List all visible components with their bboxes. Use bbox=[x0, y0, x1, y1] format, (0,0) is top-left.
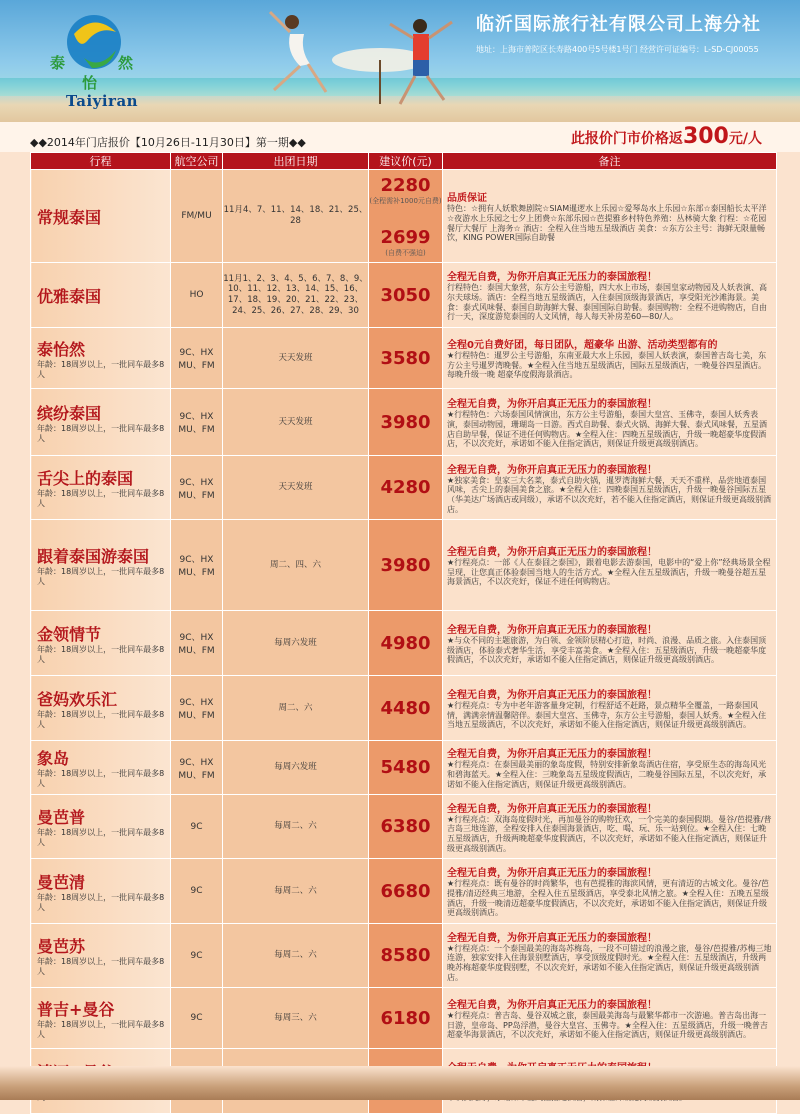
note-body: ★行程亮点：一部《人在泰囧之泰国》，跟着电影去游泰国，电影中的“爱上你”经典场景全程呈现，让您真正体验泰国当地人的生活方式。★全程入住五星级酒店，升级一晚曼谷超五星海景酒店，不以次充好，保证不进任何购物店。 bbox=[447, 557, 771, 587]
route-requirement: 年龄：18周岁以上，一批同车最多8人 bbox=[37, 359, 165, 379]
note-cell bbox=[443, 263, 777, 328]
price-value: 3980 bbox=[380, 411, 431, 433]
price-cell bbox=[369, 170, 443, 263]
price-value: 2280 bbox=[380, 174, 431, 196]
route-name[interactable]: 泰怡然 bbox=[37, 339, 86, 359]
header-banner bbox=[0, 0, 800, 122]
note-headline: 品质保证 bbox=[447, 193, 487, 204]
note-headline: 全程0元自费好团，每日团队，超豪华 出游、活动类型都有的 bbox=[447, 339, 718, 351]
route-requirement: 年龄：18周岁以上，一批同车最多8人 bbox=[37, 644, 165, 664]
route-name[interactable]: 常规泰国 bbox=[37, 207, 102, 227]
route-requirement: 年龄：18周岁以上，一批同车最多8人 bbox=[37, 423, 165, 443]
route-name[interactable]: 曼芭普 bbox=[37, 808, 86, 828]
note-body: ★行程亮点：双海岛度假时光，再加曼谷的购物狂欢，一个完美的泰国假期。曼谷/芭提雅/普吉岛三地连游，全程安排入住泰国海景酒店，吃、喝、玩、乐一站到位。★全程入住：七晚五星级酒店，升级两晚超豪华度假酒店，不以次充好，承诺如不能入住指定酒店，则保证升级更高级别酒店。 bbox=[447, 814, 772, 853]
table-row bbox=[31, 263, 777, 328]
rebate-suffix: 元/人 bbox=[728, 131, 762, 147]
logo-char-3: 然 bbox=[118, 54, 134, 72]
note-body: ★行程亮点：普吉岛、曼谷双城之旅，泰国最美海岛与最繁华都市一次游遍。普吉岛出海一日游，皇帝岛、PP岛浮潜，曼谷大皇宫、玉佛寺。★全程入住：五星级酒店，升级一晚普吉超豪华海景酒店，不以次充好，承诺如不能入住指定酒店，则保证升级更高级别酒店。 bbox=[447, 1010, 768, 1040]
note-headline: 全程无自费，为你开启真正无压力的泰国旅程！ bbox=[447, 749, 657, 761]
table-header-row bbox=[31, 153, 777, 170]
route-cell bbox=[31, 170, 171, 263]
note-cell bbox=[443, 328, 777, 389]
route-requirement: 年龄：18周岁以上，一批同车最多8人 bbox=[37, 892, 165, 912]
price-value: 5480 bbox=[380, 757, 431, 778]
price-cell bbox=[369, 456, 443, 520]
route-cell bbox=[31, 263, 171, 328]
price-cell bbox=[369, 795, 443, 859]
price-value: 3580 bbox=[380, 347, 431, 369]
note-headline: 全程无自费，为你开启真正无压力的泰国旅程！ bbox=[447, 803, 657, 815]
note-cell bbox=[443, 676, 777, 741]
price-cell bbox=[369, 389, 443, 456]
airline-cell: FM/MU bbox=[171, 170, 223, 263]
dates-cell: 周二、四、六 bbox=[223, 520, 369, 611]
rebate-label bbox=[571, 124, 762, 149]
note-headline: 全程无自费，为你开启真正无压力的泰国旅程！ bbox=[447, 464, 657, 476]
route-name[interactable]: 普吉+曼谷 bbox=[37, 999, 115, 1019]
price-value: 8580 bbox=[380, 945, 431, 966]
route-rows bbox=[31, 170, 777, 1114]
table-row bbox=[31, 520, 777, 611]
note-headline: 全程无自费，为你开启真正无压力的泰国旅程！ bbox=[447, 868, 657, 879]
price-value: 6380 bbox=[380, 816, 431, 837]
dates-cell: 周二、六 bbox=[223, 676, 369, 741]
note-body: 行程特色：泰国大象营，东方公主号游船，四大水上市场，泰国皇家动物园及人妖表演、高尔夫球场。酒店：全程当地五星级酒店，入住泰国顶级海景酒店，享受阳光沙滩海景。美食：泰式风味餐、泰国自助海鲜大餐、泰国国际自助餐。泰国购物：全程不进购物店，自由行一天，深度游览泰国的人文风情，每人每天补房差60—80/人。 bbox=[447, 283, 767, 322]
rebate-prefix: 此报价门市价格返 bbox=[570, 131, 683, 147]
note-body: ★行程亮点：在泰国最美丽的象岛度假，特别安排新象岛酒店住宿，享受原生态的海岛风光和碧海蓝天。★全程入住：三晚象岛五星级度假酒店，二晚曼谷国际五星，不以次充好，承诺如不能入住指定酒店，则保证升级更高级别酒店。 bbox=[447, 760, 767, 789]
note-headline: 全程无自费，为你开启真正无压力的泰国旅程！ bbox=[447, 932, 657, 944]
dates-cell: 每周二、六 bbox=[223, 859, 369, 924]
note-headline: 全程无自费，为你开启真正无压力的泰国旅程！ bbox=[447, 272, 657, 283]
dates-cell: 天天发班 bbox=[223, 328, 369, 389]
note-body: ★行程亮点：一个泰国最美的海岛苏梅岛，一段不可错过的浪漫之旅，曼谷/芭提雅/苏梅三地连游，独家安排入住海景别墅酒店，享受顶级度假时光。★全程入住：五星级酒店，升级两晚苏梅超豪华度假别墅，不以次充好，承诺如不能入住指定酒店，则保证升级更高级别酒店。 bbox=[447, 943, 772, 982]
airline-cell: 9C bbox=[171, 988, 223, 1049]
route-cell bbox=[31, 456, 171, 520]
logo-char-1: 泰 bbox=[50, 54, 66, 72]
route-cell bbox=[31, 859, 171, 924]
route-name[interactable]: 优雅泰国 bbox=[37, 286, 102, 306]
price-value: 4980 bbox=[380, 632, 431, 654]
col-dates: 出团日期 bbox=[223, 153, 369, 170]
route-cell bbox=[31, 924, 171, 988]
price-cell bbox=[369, 611, 443, 676]
price-cell bbox=[369, 520, 443, 611]
table-row bbox=[31, 170, 777, 263]
note-body: 特色：☆拥有人妖歌舞剧院☆SIAM暹逻水上乐园☆爱琴岛水上乐园☆东部☆泰国船长太平洋☆夜游水上乐园之七夕上团费☆东部乐园☆芭提雅乡村特色养殖：丛林骑大象 行程：☆花园餐厅大餐厅 上海务☆ 酒店：全程入住当地五星级酒店 美食：☆东方公主号：海鲜无限量畅饮，KING POWER国际自助餐 bbox=[447, 204, 767, 243]
route-name[interactable]: 曼芭苏 bbox=[37, 937, 86, 957]
airline-cell: 9C bbox=[171, 859, 223, 924]
note-headline: 全程无自费，为你开启真正无压力的泰国旅程！ bbox=[447, 624, 657, 636]
route-requirement: 年龄：18周岁以上，一批同车最多8人 bbox=[37, 828, 165, 847]
col-airline: 航空公司 bbox=[171, 153, 223, 170]
route-cell bbox=[31, 328, 171, 389]
route-name[interactable]: 爸妈欢乐汇 bbox=[37, 689, 118, 709]
beach-jumpers-illustration bbox=[230, 4, 460, 116]
dates-cell: 天天发班 bbox=[223, 456, 369, 520]
col-route: 行程 bbox=[31, 153, 171, 170]
price-cell bbox=[369, 859, 443, 924]
company-address: 地址：上海市普陀区长寿路400号5号楼1号门 经营许可证编号：L-SD-CJ00055 bbox=[476, 45, 759, 54]
route-cell bbox=[31, 611, 171, 676]
route-name[interactable]: 象岛 bbox=[37, 749, 70, 769]
dates-cell: 11月1、2、3、4、5、6、7、8、9、10、11、12、13、14、15、16、17、18、19、20、21、22、23、24、25、26、27、28、29、30 bbox=[223, 263, 369, 328]
dates-cell: 每周六发班 bbox=[223, 741, 369, 795]
note-cell bbox=[443, 741, 777, 795]
price-note: (全程需补1000元自费) bbox=[369, 196, 442, 205]
dates-cell: 每周三、六 bbox=[223, 988, 369, 1049]
route-cell bbox=[31, 520, 171, 611]
note-cell bbox=[443, 988, 777, 1049]
airline-cell: 9C、HX MU、FM bbox=[171, 389, 223, 456]
note-body: ★与众不同的主题旅游，为白领、金领阶层精心打造，时尚、浪漫、品质之旅。入住泰国顶级酒店，体验泰式奢华生活，享受丰富美食。★全程入住：五星级酒店，升级一晚超豪华度假酒店，不以次充好，承诺如不能入住指定酒店，则保证升级更高级别酒店。 bbox=[447, 635, 767, 665]
route-requirement: 年龄：18周岁以上，一批同车最多8人 bbox=[37, 1019, 165, 1039]
route-requirement: 年龄：18周岁以上，一批同车最多8人 bbox=[37, 566, 165, 586]
price-cell bbox=[369, 328, 443, 389]
table-row bbox=[31, 611, 777, 676]
note-cell bbox=[443, 859, 777, 924]
price-value: 2699 bbox=[380, 226, 431, 248]
airline-cell: 9C bbox=[171, 795, 223, 859]
airline-cell: 9C、HX MU、FM bbox=[171, 741, 223, 795]
col-price: 建议价(元) bbox=[369, 153, 443, 170]
airline-cell: 9C、HX MU、FM bbox=[171, 328, 223, 389]
route-name[interactable]: 缤纷泰国 bbox=[37, 403, 102, 423]
logo-char-2: 怡 bbox=[82, 74, 98, 92]
table-row bbox=[31, 988, 777, 1049]
rebate-amount: 300 bbox=[682, 124, 729, 149]
note-headline: 全程无自费，为你开启真正无压力的泰国旅程！ bbox=[447, 999, 657, 1011]
note-body: ★行程特色：六场泰国风情演出，东方公主号游船，泰国大皇宫、玉佛寺，泰国人妖秀表演，泰国动物园，珊瑚岛一日游。西式自助餐、泰式火锅、海鲜大餐、泰式风味餐，五星酒店自助早餐，保证不进任何购物店。★全程入住：四晚五星级酒店，升级一晚超豪华度假酒店，不以次充好，承诺如不能入住指定酒店，则保证升级更高级别酒店。 bbox=[447, 410, 767, 449]
logo-english: Taiyiran bbox=[66, 92, 139, 110]
dates-cell: 天天发班 bbox=[223, 389, 369, 456]
price-table bbox=[30, 152, 777, 1114]
note-cell bbox=[443, 924, 777, 988]
dates-cell: 每周二、六 bbox=[223, 924, 369, 988]
period-label: ◆◆2014年门店报价【10月26日-11月30日】第一期◆◆ bbox=[30, 136, 306, 149]
route-requirement: 年龄：18周岁以上，一批同车最多8人 bbox=[37, 489, 165, 508]
airline-cell: 9C、HX MU、FM bbox=[171, 456, 223, 520]
route-name[interactable]: 舌尖上的泰国 bbox=[37, 469, 134, 489]
price-cell bbox=[369, 263, 443, 328]
airline-cell: HO bbox=[171, 263, 223, 328]
company-name: 临沂国际旅行社有限公司上海分社 bbox=[476, 14, 761, 35]
price-value: 6180 bbox=[380, 1007, 431, 1029]
route-cell bbox=[31, 988, 171, 1049]
note-cell bbox=[443, 456, 777, 520]
price-cell bbox=[369, 988, 443, 1049]
price-cell bbox=[369, 924, 443, 988]
note-cell bbox=[443, 611, 777, 676]
note-headline: 全程无自费，为你开启真正无压力的泰国旅程！ bbox=[447, 546, 657, 558]
price-value: 3050 bbox=[380, 284, 431, 306]
airline-cell: 9C、HX MU、FM bbox=[171, 520, 223, 611]
route-cell bbox=[31, 795, 171, 859]
dates-cell: 每周六发班 bbox=[223, 611, 369, 676]
table-row bbox=[31, 676, 777, 741]
col-note: 备注 bbox=[443, 153, 777, 170]
note-cell bbox=[443, 520, 777, 611]
route-cell bbox=[31, 676, 171, 741]
price-cell bbox=[369, 676, 443, 741]
route-name[interactable]: 金领情节 bbox=[37, 624, 102, 644]
note-headline: 全程无自费，为你开启真正无压力的泰国旅程！ bbox=[447, 689, 657, 701]
footer-band bbox=[0, 1066, 800, 1100]
route-name[interactable]: 跟着泰国游泰国 bbox=[37, 546, 150, 566]
table-row bbox=[31, 859, 777, 924]
route-cell bbox=[31, 389, 171, 456]
note-body: ★行程亮点：专为中老年游客量身定制，行程舒适不赶路，景点精华全覆盖，一路泰国风情，满满亲情温馨陪伴。泰国大皇宫、玉佛寺，东方公主号游船，泰国人妖秀。★全程入住当地五星级酒店，不以次充好，承诺如不能入住指定酒店，则保证升级更高级别酒店。 bbox=[447, 700, 767, 730]
airline-cell: 9C bbox=[171, 924, 223, 988]
table-row bbox=[31, 328, 777, 389]
table-row bbox=[31, 456, 777, 520]
price-note: (自费不强迫) bbox=[385, 248, 426, 257]
price-value: 4280 bbox=[380, 477, 431, 498]
note-body: ★行程亮点：既有曼谷的时尚繁华，也有芭提雅的海滨风情，更有清迈的古城文化。曼谷/芭提雅/清迈经典三地游，全程入住五星级酒店，享受泰北风情之旅。★全程入住：五晚五星级酒店，升级一晚清迈超豪华度假酒店，不以次充好，承诺如不能入住指定酒店，则保证升级更高级别酒店。 bbox=[447, 879, 769, 918]
price-value: 3980 bbox=[380, 554, 431, 576]
route-cell bbox=[31, 741, 171, 795]
price-cell bbox=[369, 741, 443, 795]
note-cell bbox=[443, 389, 777, 456]
price-value: 4480 bbox=[380, 697, 431, 719]
route-requirement: 年龄：18周岁以上，一批同车最多8人 bbox=[37, 769, 165, 788]
table-row bbox=[31, 389, 777, 456]
airline-cell: 9C、HX MU、FM bbox=[171, 676, 223, 741]
table-row bbox=[31, 795, 777, 859]
price-value: 6680 bbox=[380, 880, 431, 902]
dates-cell: 11月4、7、11、14、18、21、25、28 bbox=[223, 170, 369, 263]
note-cell bbox=[443, 795, 777, 859]
note-headline: 全程无自费，为你开启真正无压力的泰国旅程！ bbox=[447, 399, 657, 410]
route-name[interactable]: 曼芭清 bbox=[37, 872, 86, 892]
note-body: ★行程特色：暹罗公主号游船，东南亚最大水上乐园，泰国人妖表演，泰国普吉岛七美，东方公主号暹罗湾晚餐。★全程入住当地五星级酒店，国际五星级酒店，一晚曼谷四星酒店。每晚升级一晚 超豪华度假海景酒店。 bbox=[447, 350, 767, 380]
table-row bbox=[31, 741, 777, 795]
table-row bbox=[31, 924, 777, 988]
airline-cell: 9C、HX MU、FM bbox=[171, 611, 223, 676]
route-requirement: 年龄：18周岁以上，一批同车最多8人 bbox=[37, 709, 165, 729]
route-requirement: 年龄：18周岁以上，一批同车最多8人 bbox=[37, 957, 165, 976]
note-body: ★独家美食：皇家三大名菜，泰式自助火锅，暹罗湾海鲜大餐，天天不重样，品尝地道泰国风味，舌尖上的泰国美食之旅。★全程入住：四晚泰国五星级酒店，升级一晚曼谷国际五星（华美达广场酒店或同级），承诺不以次充好，若不能入住指定酒店，则保证升级更高级别酒店。 bbox=[447, 475, 771, 514]
note-cell bbox=[443, 170, 777, 263]
dates-cell: 每周二、六 bbox=[223, 795, 369, 859]
